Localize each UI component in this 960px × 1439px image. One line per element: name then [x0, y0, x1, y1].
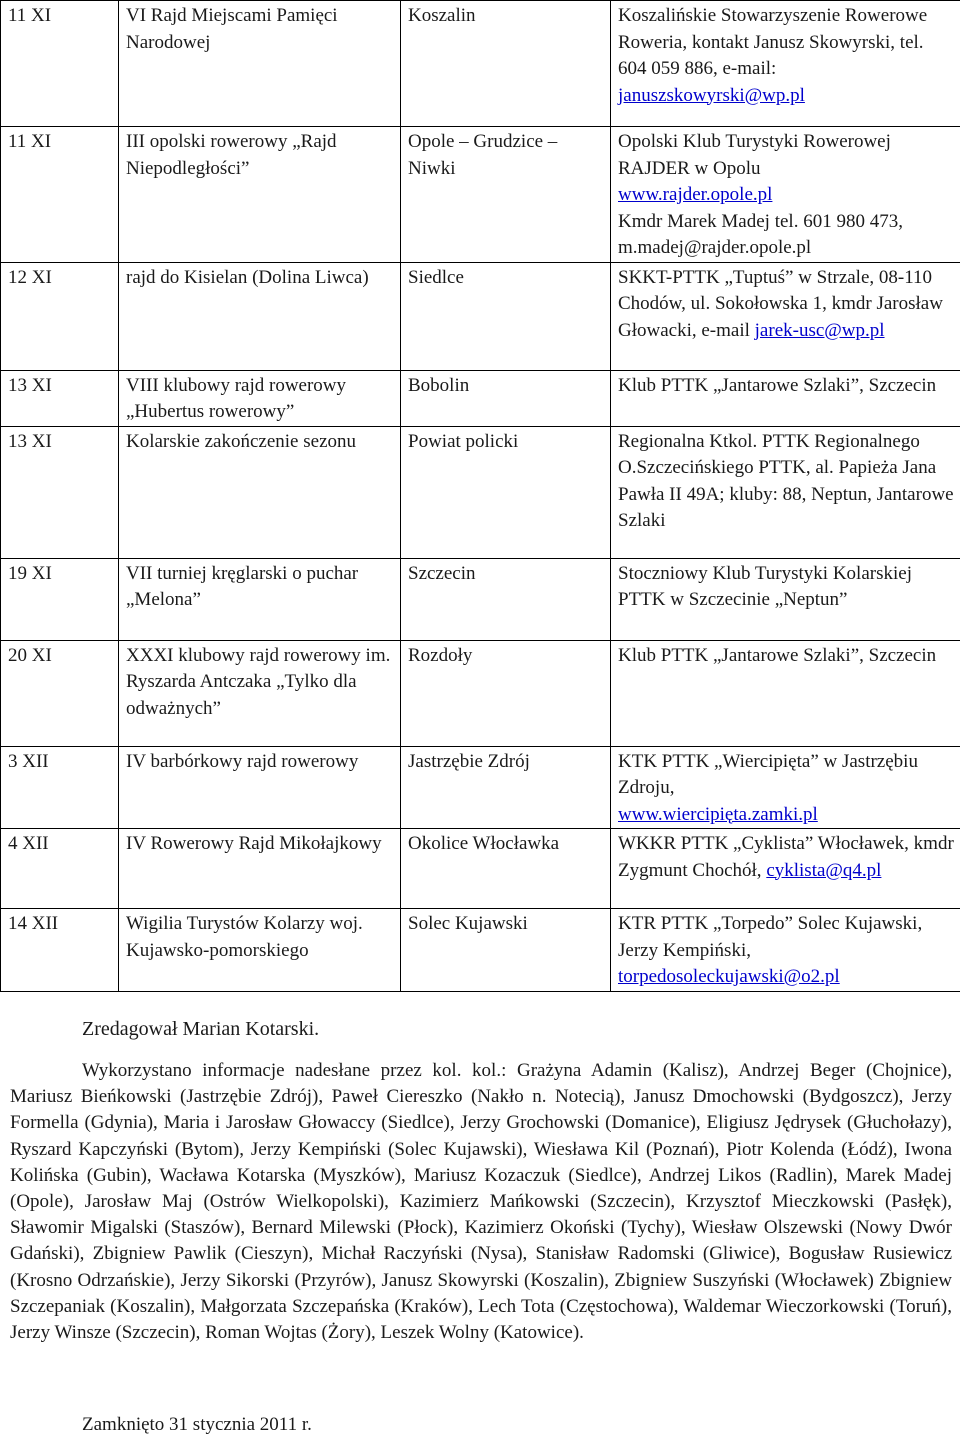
event-name: IV barbórkowy rajd rowerowy [119, 746, 401, 829]
event-organizer [611, 127, 960, 263]
event-organizer: Klub PTTK „Jantarowe Szlaki”, Szczecin [611, 370, 960, 426]
table-row [1, 262, 960, 370]
table-row [1, 746, 960, 829]
event-name: XXXI klubowy rajd rowerowy im. Ryszarda Antczaka „Tylko dla odważnych” [119, 640, 401, 746]
organizer-website-link[interactable]: www.wiercipięta.zamki.pl [618, 803, 818, 825]
organizer-text: KTR PTTK „Torpedo” Solec Kujawski, Jerzy Kempiński, [618, 913, 923, 961]
closing-date: Zamknięto 31 stycznia 2011 r. [82, 1414, 312, 1435]
event-date: 13 XI [1, 426, 119, 558]
event-organizer [611, 746, 960, 829]
organizer-text: SKKT-PTTK „Tuptuś” w Strzale, 08-110 Chodów, ul. Sokołowska 1, kmdr Jarosław Głowacki, e-mail [618, 266, 943, 341]
event-date: 3 XII [1, 746, 119, 829]
event-place: Szczecin [401, 558, 611, 640]
event-date: 12 XI [1, 262, 119, 370]
event-place: Powiat policki [401, 426, 611, 558]
table-row [1, 829, 960, 909]
event-name: VIII klubowy rajd rowerowy „Hubertus rowerowy” [119, 370, 401, 426]
event-name: VI Rajd Miejscami Pamięci Narodowej [119, 1, 401, 127]
event-organizer: Regionalna Ktkol. PTTK Regionalnego O.Szczecińskiego PTTK, al. Papieża Jana Pawła II 49A; kluby: 88, Neptun, Jantarowe Szlaki [611, 426, 960, 558]
event-name: VII turniej kręglarski o puchar „Melona” [119, 558, 401, 640]
event-place: Solec Kujawski [401, 909, 611, 992]
event-name: rajd do Kisielan (Dolina Liwca) [119, 262, 401, 370]
organizer-email-link[interactable]: torpedosoleckujawski@o2.pl [618, 966, 840, 987]
event-date: 19 XI [1, 558, 119, 640]
event-name: III opolski rowerowy „Rajd Niepodległości” [119, 127, 401, 263]
organizer-text: KTK PTTK „Wiercipięta” w Jastrzębiu Zdroju, [618, 750, 918, 798]
event-name: IV Rowerowy Rajd Mikołajkowy [119, 829, 401, 909]
event-date: 13 XI [1, 370, 119, 426]
event-place: Opole – Grudzice – Niwki [401, 127, 611, 263]
event-name: Wigilia Turystów Kolarzy woj. Kujawsko-pomorskiego [119, 909, 401, 992]
event-place: Rozdoły [401, 640, 611, 746]
event-organizer [611, 1, 960, 127]
table-row [1, 370, 960, 426]
event-place: Jastrzębie Zdrój [401, 746, 611, 829]
table-row [1, 426, 960, 558]
organizer-email-link[interactable]: jarek-usc@wp.pl [754, 319, 885, 341]
event-organizer [611, 909, 960, 992]
organizer-email-link[interactable]: cyklista@q4.pl [766, 859, 882, 881]
event-place: Okolice Włocławka [401, 829, 611, 909]
editor-note: Zredagował Marian Kotarski. [82, 1018, 320, 1040]
event-date: 20 XI [1, 640, 119, 746]
table-row [1, 909, 960, 992]
event-place: Bobolin [401, 370, 611, 426]
organizer-website-link[interactable]: www.rajder.opole.pl [618, 184, 773, 205]
event-organizer: Stoczniowy Klub Turystyki Kolarskiej PTTK w Szczecinie „Neptun” [611, 558, 960, 640]
table-row [1, 640, 960, 746]
event-organizer [611, 829, 960, 909]
sources-paragraph: Wykorzystano informacje nadesłane przez kol. kol.: Grażyna Adamin (Kalisz), Andrzej Beger (Chojnice), Mariusz Bieńkowski (Jastrzębie Zdrój), Paweł Ciereszko (Nakło n. Notecią), Janusz Dmochowski (Bydgoszcz), Jerzy Formella (Gdynia), Maria i Jarosław Głowaccy (Siedlce), Jerzy Grochowski (Domanice), Eligiusz Jędrysek (Głuchołazy), Ryszard Kapczyński (Bytom), Jerzy Kempiński (Solec Kujawski), Wiesława Kil (Poznań), Piotr Kolenda (Łódź), Iwona Kolińska (Gubin), Wacława Kotarska (Myszków), Mariusz Kozaczuk (Siedlce), Andrzej Likos (Radlin), Marek Madej (Opole), Jarosław Maj (Ostrów Wielkopolski), Kazimierz Mańkowski (Szczecin), Krzysztof Mieczkowski (Pasłęk), Sławomir Migalski (Staszów), Bernard Milewski (Płock), Kazimierz Okoński (Tychy), Wiesław Olszewski (Nowy Dwór Gdański), Zbigniew Pawlik (Cieszyn), Michał Raczyński (Nysa), Stanisław Radomski (Gliwice), Bogusław Rusiewicz (Krosno Odrzańskie), Jerzy Sikorski (Przyrów), Janusz Skowyrski (Koszalin), Zbigniew Suszyński (Włocławek) Zbigniew Szczepaniak (Koszalin), Małgorzata Szczepańska (Kraków), Lech Tota (Częstochowa), Waldemar Wieczorkowski (Toruń), Jerzy Winsze (Szczecin), Roman Wojtas (Żory), Leszek Wolny (Katowice). [10, 1060, 952, 1344]
event-date: 11 XI [1, 1, 119, 127]
organizer-email-link[interactable]: januszskowyrski@wp.pl [618, 84, 805, 106]
organizer-text: Koszalińskie Stowarzyszenie Rowerowe Roweria, kontakt Janusz Skowyrski, tel. 604 059 886, e-mail: [618, 5, 928, 79]
organizer-text: WKKR PTTK „Cyklista” Włocławek, kmdr Zygmunt Chochół, [618, 833, 954, 881]
organizer-contact: Kmdr Marek Madej tel. 601 980 473, m.madej@rajder.opole.pl [618, 210, 903, 258]
table-row [1, 127, 960, 263]
event-organizer: Klub PTTK „Jantarowe Szlaki”, Szczecin [611, 640, 960, 746]
table-row [1, 558, 960, 640]
event-date: 14 XII [1, 909, 119, 992]
event-place: Koszalin [401, 1, 611, 127]
event-date: 11 XI [1, 127, 119, 263]
organizer-text: Opolski Klub Turystyki Rowerowej RAJDER w Opolu [618, 131, 891, 179]
event-date: 4 XII [1, 829, 119, 909]
event-place: Siedlce [401, 262, 611, 370]
table-row [1, 1, 960, 127]
event-organizer [611, 262, 960, 370]
event-name: Kolarskie zakończenie sezonu [119, 426, 401, 558]
